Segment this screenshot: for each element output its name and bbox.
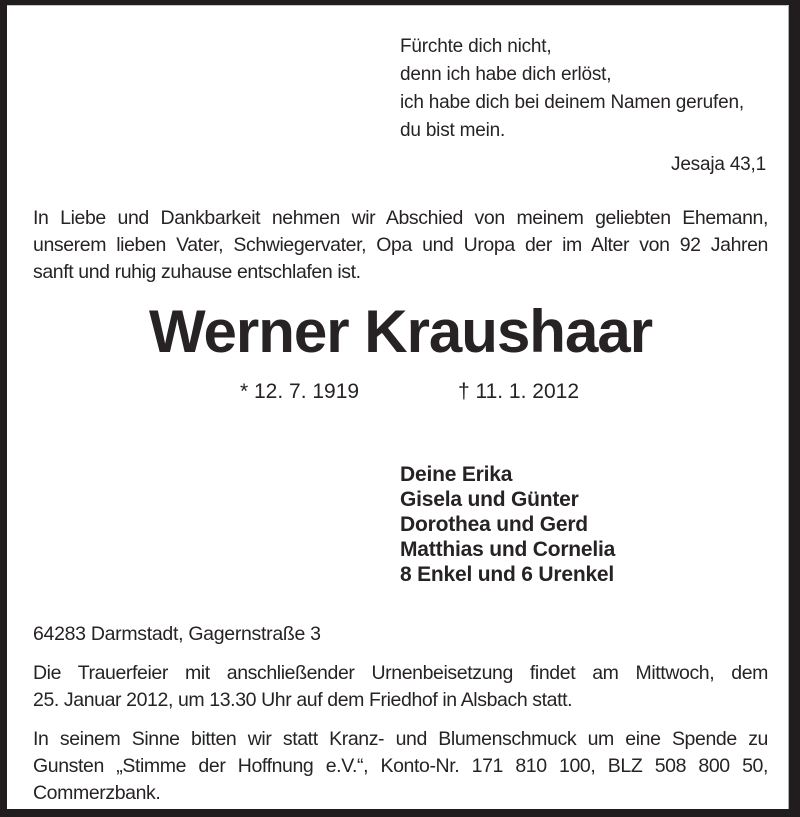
text-line: In Liebe und Dankbarkeit nehmen wir Abschied von meinem geliebten Ehemann, [33, 207, 768, 229]
deceased-name: Werner Kraushaar [148, 298, 653, 365]
text-line: Commerzbank. [33, 782, 161, 804]
death-date: † 11. 1. 2012 [457, 380, 580, 403]
text-line: Matthias und Cornelia [400, 538, 616, 561]
text-line: Dorothea und Gerd [400, 513, 588, 536]
donation-request-paragraph [33, 726, 768, 807]
intro-paragraph [33, 205, 768, 286]
address-line: 64283 Darmstadt, Gagernstraße 3 [33, 623, 321, 645]
scripture-quote-lines [400, 33, 766, 145]
text-line: Die Trauerfeier mit anschließender Urnenbeisetzung findet am Mittwoch, dem [33, 662, 768, 684]
text-line: 8 Enkel und 6 Urenkel [400, 563, 615, 586]
text-line: Gunsten „Stimme der Hoffnung e.V.“, Konto-Nr. 171 810 100, BLZ 508 800 50, [33, 755, 768, 777]
text-line: ich habe dich bei deinem Namen gerufen, [400, 92, 744, 113]
text-line: du bist mein. [400, 120, 506, 141]
text-line: sanft und ruhig zuhause entschlafen ist. [33, 261, 361, 283]
mourners-list [400, 462, 768, 587]
life-dates [33, 380, 768, 404]
notice-content [7, 5, 789, 809]
scripture-reference: Jesaja 43,1 [671, 154, 766, 175]
funeral-info-paragraph [33, 660, 768, 714]
scripture-quote [400, 33, 766, 179]
text-line: unserem lieben Vater, Schwiegervater, Opa und Uropa der im Alter von 92 Jahren [33, 234, 768, 256]
text-line: Gisela und Günter [400, 488, 579, 511]
birth-date: * 12. 7. 1919 [240, 380, 360, 403]
text-line: 25. Januar 2012, um 13.30 Uhr auf dem Friedhof in Alsbach statt. [33, 689, 573, 711]
text-line: In seinem Sinne bitten wir statt Kranz- und Blumenschmuck um eine Spende zu [33, 728, 768, 750]
text-line: denn ich habe dich erlöst, [400, 64, 612, 85]
text-line: Fürchte dich nicht, [400, 36, 552, 57]
text-line: Deine Erika [400, 463, 513, 486]
